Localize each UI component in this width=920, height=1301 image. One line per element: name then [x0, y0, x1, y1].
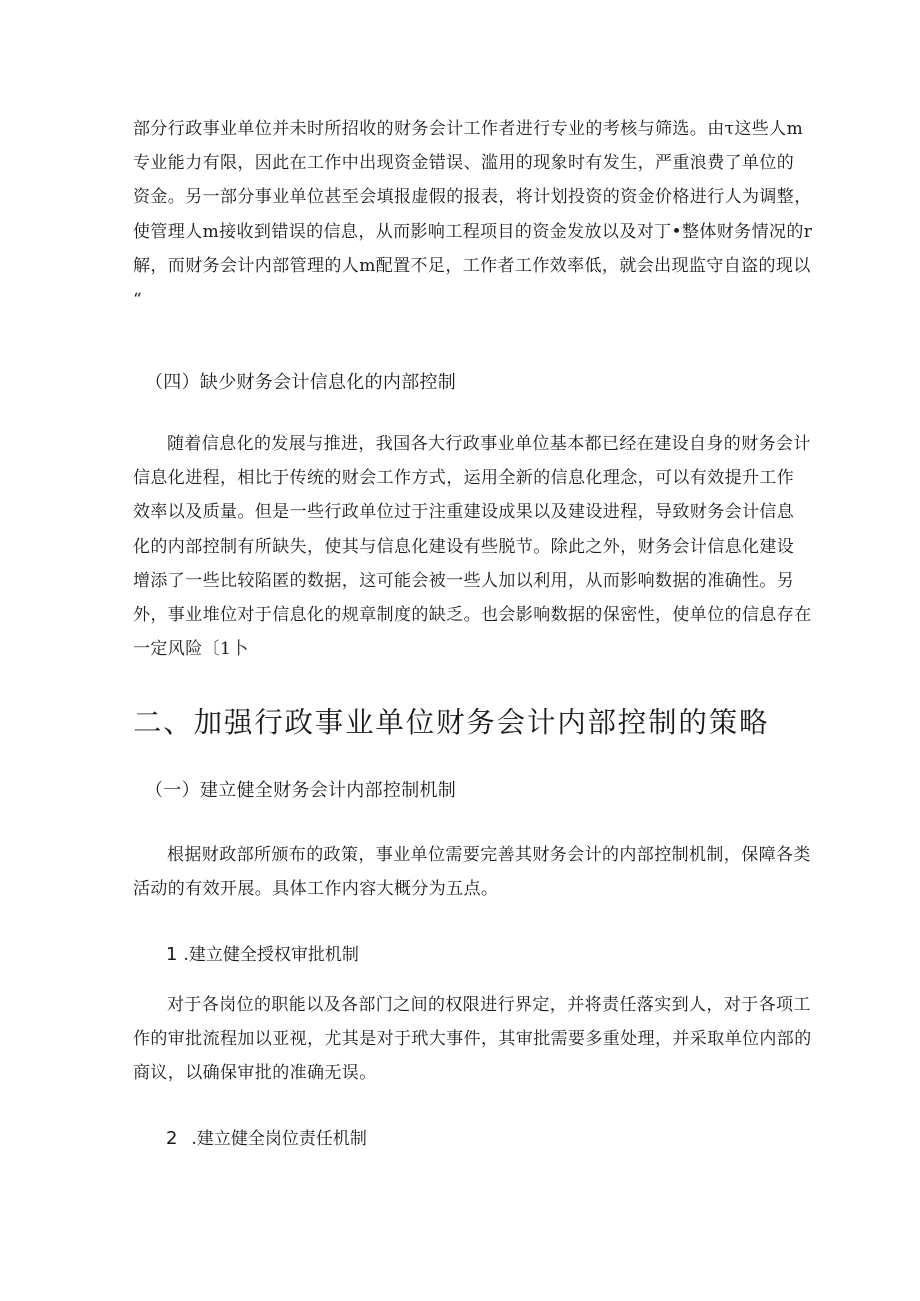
item-number: 1: [166, 944, 178, 965]
text-line: 一定风险〔1卜: [133, 639, 249, 660]
text-line: 作的审批流程加以亚视，尤其是对于玳大事件，其审批需要多重处理，并采取单位内部的: [133, 1029, 812, 1050]
list-item-post-responsibility: [166, 1124, 367, 1149]
text-line: 增添了一些比较陷匿的数据，这可能会被一些人加以利用，从而影响数据的准确性。另: [133, 570, 795, 591]
text-line: 对于各岗位的职能以及各部门之间的权限进行界定，并将责任落实到人，对于各项工: [167, 995, 811, 1015]
text-line: 随着信息化的发展与推进，我国各大行政事业单位基本都已经在建设自身的财务会计: [167, 434, 811, 454]
paragraph-staff-qualification: [133, 112, 813, 317]
text-line: 商议，以确保审批的准确无误。: [133, 1063, 377, 1084]
item-number: 2: [166, 1128, 178, 1149]
list-item-authorization-approval: [166, 940, 359, 965]
paragraph-approval-process: [133, 988, 812, 1091]
subheading-establish-control-mechanism: （一）建立健全财务会计内部控制机制: [145, 780, 457, 801]
text-line: 化的内部控制有所缺失，使其与信息化建设有些脱节。除此之外，财务会计信息化建设: [133, 536, 795, 557]
item-text: .建立健全岗位责任机制: [191, 1129, 367, 1149]
text-line: 效率以及质量。但是一些行政单位过于注重建设成果以及建设进程，导致财务会计信息: [133, 502, 795, 523]
text-line: 活动的有效开展。具体工作内容大概分为五点。: [133, 879, 499, 900]
item-text: .建立健全授权审批机制: [183, 945, 359, 965]
section-title-strategies: 二、加强行政事业单位财务会计内部控制的策略: [133, 706, 770, 739]
text-line: 根据财政部所颁布的政策，事业单位需要完善其财务会计的内部控制机制，保障各类: [167, 845, 811, 865]
text-line: 外，事业堆位对于信息化的规章制度的缺乏。也会影响数据的保密性，使单位的信息存在: [133, 605, 812, 626]
text-line: 信息化进程，相比于传统的财会工作方式，运用全新的信息化理念，可以有效提升工作: [133, 468, 795, 489]
paragraph-policy: [133, 838, 811, 906]
paragraph-informatization: [133, 427, 812, 666]
text-line: “: [133, 290, 143, 311]
subheading-lack-informatization-control: （四）缺少财务会计信息化的内部控制: [145, 372, 457, 393]
text-line: 部分行政事业单位并未时所招收的财务会计工作者进行专业的考核与筛选。由τ这些人m: [133, 119, 804, 139]
text-line: 资金。另一部分事业单位甚至会填报虚假的报表，将计划投资的资金价格进行人为调整，: [133, 187, 812, 208]
text-line: 专业能力有限，因此在工作中出现资金错误、滥用的现象时有发生，严重浪费了单位的: [133, 153, 795, 174]
text-line: 使管理人m接收到错误的信息，从而影响工程项目的资金发放以及对丁•整体财务情况的r: [133, 221, 813, 242]
text-line: 解，而财务会计内部管理的人m配置不足，工作者工作效率低，就会出现监守自盗的现以: [133, 255, 811, 276]
